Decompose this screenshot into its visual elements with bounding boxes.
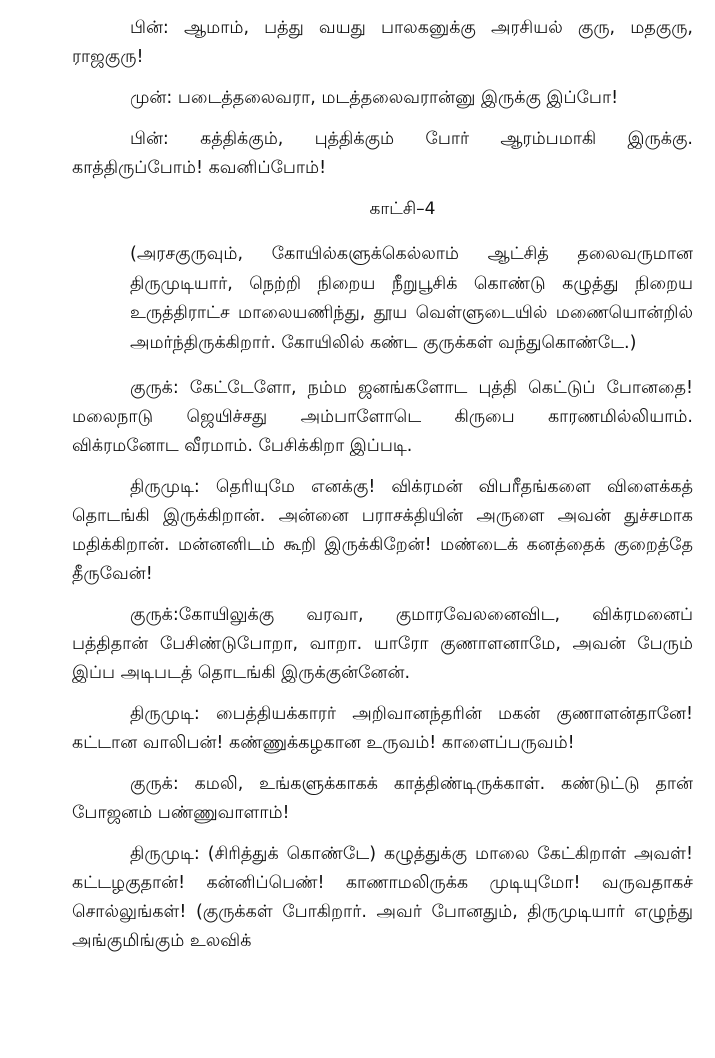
dialogue-text: ஆமாம், பத்து வயது பாலகனுக்கு அரசியல் குரு, மதகுரு, ராஜகுரு! — [72, 18, 693, 67]
dialogue-paragraph — [72, 601, 693, 688]
dialogue-paragraph — [72, 700, 693, 758]
dialogue-text: கோயிலுக்கு வரவா, குமாரவேலனைவிட, விக்ரமனைப் பத்திதான் பேசிண்டுபோறா, வாறா. யாரோ குணாளனாமே, அவன் பேரும் இப்ப அடிபடத் தொடங்கி இருக்குன்னேன். — [72, 605, 693, 683]
speaker-label: பின்: — [130, 129, 169, 149]
dialogue-text: (சிரித்துக் கொண்டே) கழுத்துக்கு மாலை கேட்கிறாள் அவள்! கட்டழகுதான்! கன்னிப்பெண்! காணாமலிருக்க முடியுமோ! வருவதாகச் சொல்லுங்கள்! (குருக்கள் போகிறார். அவர் போனதும், திருமுடியார் எழுந்து அங்குமிங்கும் உலவிக் — [72, 844, 693, 951]
speaker-label: குருக்: — [130, 774, 179, 794]
speaker-label: பின்: — [130, 18, 169, 38]
dialogue-text: கத்திக்கும், புத்திக்கும் போர் ஆரம்பமாகி இருக்கு. காத்திருப்போம்! கவனிப்போம்! — [72, 129, 693, 178]
speaker-label: திருமுடி: — [130, 477, 200, 497]
speaker-label: முன்: — [130, 88, 173, 108]
dialogue-text: தெரியுமே எனக்கு! விக்ரமன் விபரீதங்களை விளைக்கத் தொடங்கி இருக்கிறான். அன்னை பராசக்தியின் அருளை அவன் துச்சமாக மதிக்கிறான். மன்னனிடம் கூறி இருக்கிறேன்! மண்டைக் கனத்தைக் குறைத்தே தீருவேன்! — [72, 477, 693, 584]
dialogue-paragraph — [72, 840, 693, 956]
dialogue-paragraph — [72, 374, 693, 461]
scene-heading: காட்சி–4 — [369, 199, 436, 219]
speaker-label: குருக்: — [130, 605, 179, 625]
speaker-label: திருமுடி: — [130, 844, 200, 864]
dialogue-text: பைத்தியக்காரர் அறிவானந்தரின் மகன் குணாளன்தானே! கட்டான வாலிபன்! கண்ணுக்கழகான உருவம்! காளைப்பருவம்! — [72, 704, 693, 753]
dialogue-paragraph — [72, 125, 693, 183]
dialogue-paragraph — [72, 84, 693, 113]
dialogue-text: கேட்டேளோ, நம்ம ஜனங்களோட புத்தி கெட்டுப் போனதை! மலைநாடு ஜெயிச்சது அம்பாளோடெ கிருபை காரணமில்லியாம். விக்ரமனோட வீரமாம். பேசிக்கிறா இப்படி. — [72, 378, 693, 456]
dialogue-paragraph — [72, 770, 693, 828]
dialogue-text: படைத்தலைவரா, மடத்தலைவரான்னு இருக்கு இப்போ! — [177, 88, 619, 108]
speaker-label: திருமுடி: — [130, 704, 200, 724]
dialogue-paragraph — [72, 14, 693, 72]
dialogue-text: கமலி, உங்களுக்காகக் காத்திண்டிருக்காள். கண்டுட்டு தான் போஜனம் பண்ணுவாளாம்! — [72, 774, 693, 823]
dialogue-paragraph — [72, 473, 693, 589]
speaker-label: குருக்: — [130, 378, 179, 398]
stage-direction: (அரசகுருவும், கோயில்களுக்கெல்லாம் ஆட்சித் தலைவருமான திருமுடியார், நெற்றி நிறைய நீறுபூசிக் கொண்டு கழுத்து நிறைய உருத்திராட்ச மாலையணிந்து, தூய வெள்ளுடையில் மணையொன்றில் அமர்ந்திருக்கிறார். கோயிலில் கண்ட குருக்கள் வந்துகொண்டே.) — [130, 244, 693, 353]
